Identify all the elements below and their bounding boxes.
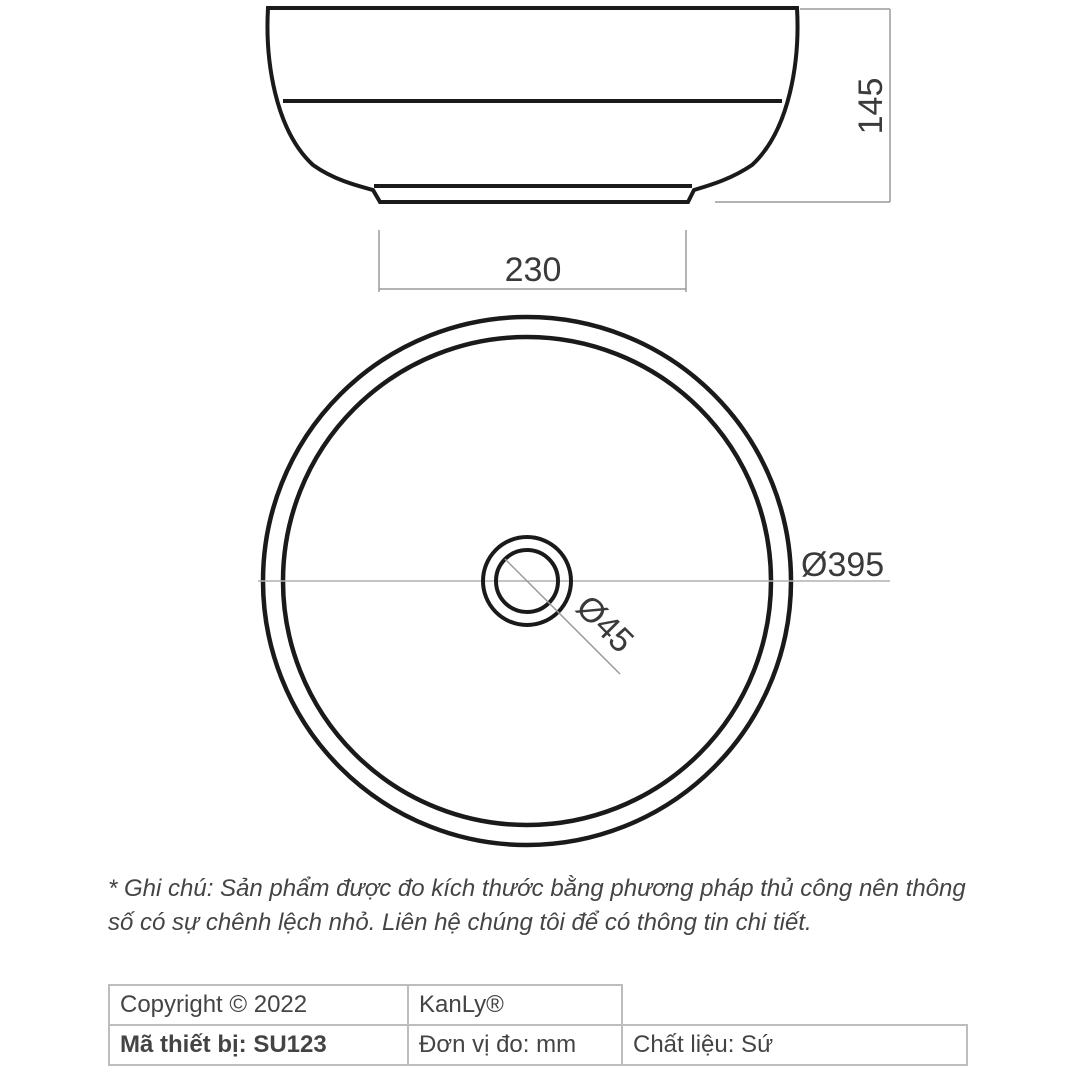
basin-side-outline [268,8,798,202]
unit-cell: Đơn vị đo: mm [408,1025,622,1065]
model-cell: Mã thiết bị: SU123 [109,1025,408,1065]
copyright-cell: Copyright © 2022 [109,985,408,1025]
brand-cell: KanLy® [408,985,622,1025]
top-view [258,317,890,845]
info-table [108,984,968,1066]
info-row-bottom [109,1025,967,1065]
material-cell: Chất liệu: Sứ [622,1025,967,1065]
base-width-label: 230 [504,251,562,289]
empty-cell [622,985,967,1025]
height-label: 145 [852,77,890,135]
measurement-note: * Ghi chú: Sản phẩm được đo kích thước bằng phương pháp thủ công nên thông số có sự chênh lệch nhỏ. Liên hệ chúng tôi để có thông tin chi tiết. [108,875,966,936]
info-row-top [109,985,967,1025]
outer-diameter-label: Ø395 [801,546,885,584]
side-view [268,8,798,202]
drain-diameter-label: Ø45 [568,588,641,661]
